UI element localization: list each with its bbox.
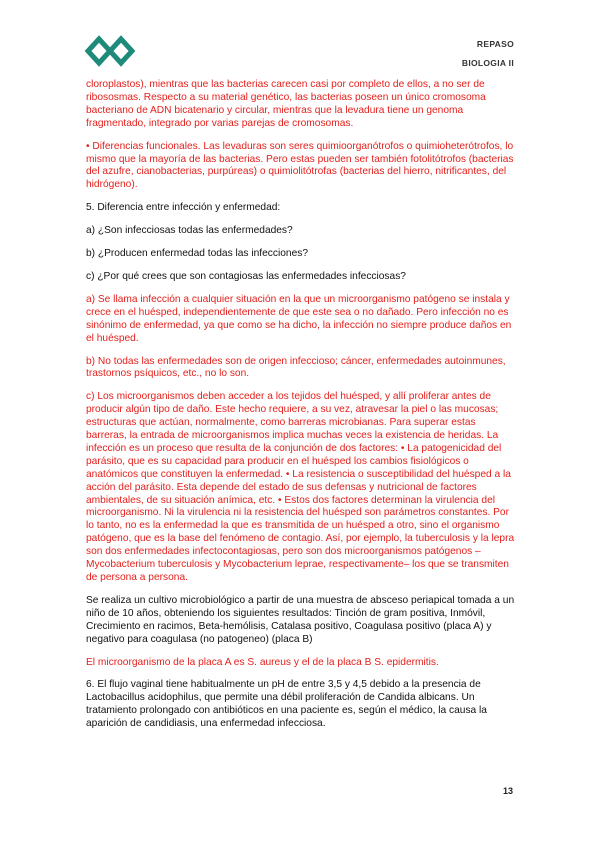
page-number: 13 [502,786,513,796]
answer-5a: a) Se llama infección a cualquier situación en la que un microorganismo patógeno se instala y crece en el huésped, independientemente de que este sea o no dañado. Pero infección no es sinónimo de enfermedad, ya que como se ha dicho, la infección no siempre produce daños en el huésped. [86,293,512,344]
paragraph-functional-differences: • Diferencias funcionales. Las levaduras son seres quimioorganótrofos o quimioheterótrofos, lo mismo que la mayoría de las bacterias. Pero estas pueden ser también fotolitótrofos (bacterias del azufre, cianobacterias, purpúreas) o quimiolitótrofas (bacterias del hierro, nitrificantes, del hidrógeno). [86,140,514,191]
question-5a: a) ¿Son infecciosas todas las enfermedades? [86,225,293,237]
question-5-heading: 5. Diferencia entre infección y enfermedad: [86,202,281,214]
document-body [86,79,518,731]
answer-5c: c) Los microorganismos deben acceder a los tejidos del huésped, y allí proliferar antes de producir algún tipo de daño. Este hecho requiere, a su vez, atravesar la piel o las mucosas; estructuras que actúan, normalmente, como barreras microbianas. Para superar estas barreras, la entrada de microorganismos implica muchas veces la existencia de heridas. La infección es un proceso que resulta de la conjunción de dos factores: • La patogenicidad del parásito, que es su capacidad para producir en el huésped los cambios fisiológicos o anatómicos que constituyen la enfermedad. • La resistencia o susceptibilidad del huésped a la acción del parásito. Esta depende del estado de sus defensas y nutricional de factores ambientales, de su situación anímica, etc. • Estos dos factores determinan la virulencia del microorganismo. Ni la virulencia ni la resistencia del huésped son parámetros constantes. Por lo tanto, no es la enfermedad la que es transmitida de un huésped a otro, sino el organismo patógeno, que es la base del fenómeno de contagio. Así, por ejemplo, la tuberculosis y la lepra son dos enfermedades infectocontagiosas, pero son dos microorganismos patógenos –Mycobacterium tuberculosis y Mycobacterium leprae, respectivamente– los que se transmiten de persona a persona. [86,391,515,583]
header-title: REPASO [476,39,514,49]
culture-case-question: Se realiza un cultivo microbiológico a partir de una muestra de absceso periapical tomada a un niño de 10 años, obteniendo los siguientes resultados: Tinción de gram positiva, Inmóvil, Crecimiento en racimos, Beta-hemólisis, Catalasa positivo, Coagulasa positivo (placa A) y negativo para coagulasa (no patogeneo) (placa B) [86,594,515,645]
answer-5b: b) No todas las enfermedades son de origen infeccioso; cáncer, enfermedades autoinmunes, trastornos psíquicos, etc., no lo son. [86,355,506,380]
question-6: 6. El flujo vaginal tiene habitualmente un pH de entre 3,5 y 4,5 debido a la presencia de Lactobacillus acidophilus, que permite una débil proliferación de Candida albicans. Un tratamiento prolongado con antibióticos en una paciente es, según el médico, la causa la aparición de candidiasis, una enfermedad infecciosa. [86,679,487,730]
question-5b: b) ¿Producen enfermedad todas las infecciones? [86,248,308,260]
header-subject: BIOLOGIA II [461,58,514,68]
question-5c: c) ¿Por qué crees que son contagiosas las enfermedades infecciosas? [86,270,406,282]
brand-logo-icon [84,34,136,68]
culture-case-answer: El microorganismo de la placa A es S. aureus y el de la placa B S. epidermitis. [86,656,439,668]
paragraph-cell-structure: cloroplastos), mientras que las bacterias carecen casi por completo de ellos, a no ser de ribososmas. Respecto a su material genético, las bacterias poseen un único cromosoma bacteriano de ADN bicatenario y circular, mientras que la levadura tiene un genoma fragmentado, integrado por varias parejas de cromosomas. [86,79,486,129]
